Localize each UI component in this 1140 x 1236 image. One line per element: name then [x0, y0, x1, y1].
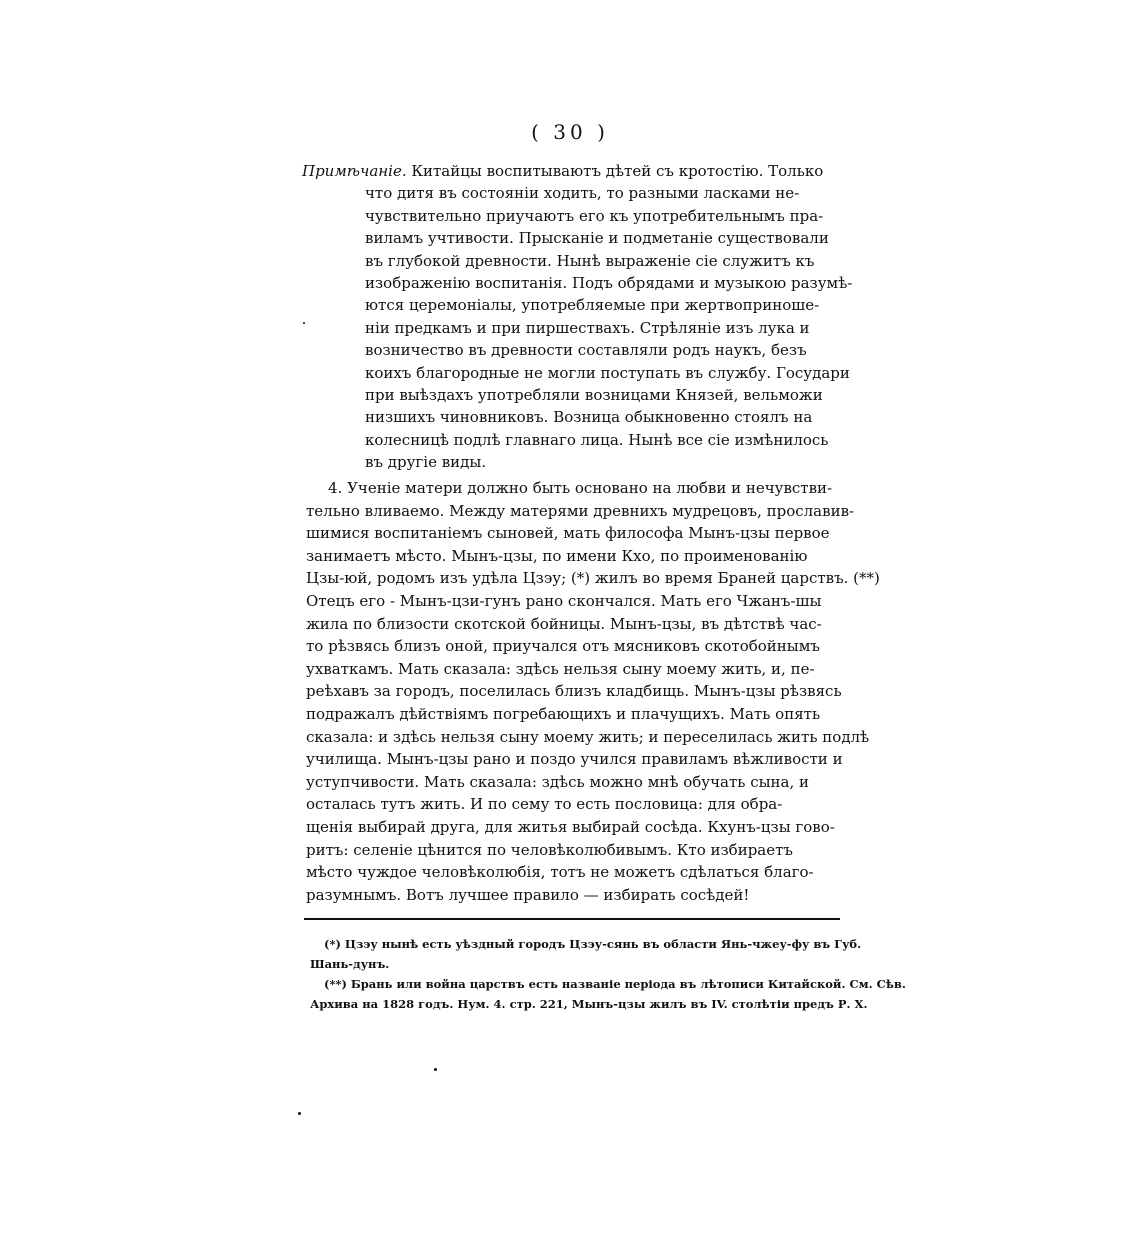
note-line: коихъ благородные не могли поступать въ службу. Государи [365, 363, 850, 382]
paragraph-line: то рѣзвясь близъ оной, приучался отъ мясниковъ скотобойнымъ [306, 637, 820, 656]
note-label: Примѣчаніе. [302, 162, 407, 180]
page-number: ( 30 ) [531, 120, 609, 144]
paragraph-line: разумнымъ. Вотъ лучшее правило — избирать сосѣдей! [306, 885, 750, 904]
paragraph-line: тельно вливаемо. Между матерями древнихъ мудрецовъ, прославив- [306, 501, 855, 520]
note-line: въ глубокой древности. Нынѣ выраженіе сіе служитъ къ [365, 251, 815, 270]
note-line: при выѣздахъ употребляли возницами Князей, вельможи [365, 386, 823, 405]
footnote-line: (*) Цзэу нынѣ есть уѣздный городъ Цзэу-сянь въ области Янь-чжеу-фу въ Губ. [324, 937, 862, 951]
note-line: въ другіе виды. [365, 453, 487, 472]
note-line: чувствительно приучаютъ его къ употребительнымъ пра- [365, 206, 824, 225]
paragraph-line: училища. Мынъ-цзы рано и поздо учился правиламъ вѣжливости и [306, 750, 843, 769]
paragraph-line: ухваткамъ. Мать сказала: здѣсь нельзя сыну моему жить, и, пе- [306, 659, 815, 678]
footnote-line: (**) Брань или война царствъ есть названіе періода въ лѣтописи Китайской. См. Сѣв. [324, 977, 906, 991]
paragraph-line: 4. Ученіе матери должно быть основано на любви и нечувстви- [328, 479, 833, 497]
paragraph-line: занимаетъ мѣсто. Мынъ-цзы, по имени Кхо, по проименованію [306, 546, 808, 565]
note-line: низшихъ чиновниковъ. Возница обыкновенно стоялъ на [365, 408, 813, 427]
note-line: что дитя въ состояніи ходить, то разными ласками не- [365, 184, 800, 203]
footnotes [310, 934, 906, 1014]
paragraph-line: осталась тутъ жить. И по сему то есть пословица: для обра- [306, 795, 783, 814]
paragraph-line: жила по близости скотской бойницы. Мынъ-цзы, въ дѣтствѣ час- [306, 614, 822, 633]
note-line: изображенію воспитанія. Подъ обрядами и музыкою разумѣ- [365, 274, 853, 293]
footnote-line: Шань-дунъ. [310, 957, 390, 971]
note-line: возничество въ древности составляли родъ наукъ, безъ [365, 341, 807, 360]
note-line: ніи предкамъ и при пиршествахъ. Стрѣляніе изъ лука и [365, 318, 810, 337]
paragraph-line: подражалъ дѣйствіямъ погребающихъ и плачущихъ. Мать опять [306, 704, 821, 723]
note-first-line [302, 160, 838, 182]
note-first-line-text: Китайцы воспитываютъ дѣтей съ кротостію. Только [411, 162, 824, 180]
footnote-line: Архива на 1828 годъ. Нум. 4. стр. 221, Мынъ-цзы жилъ въ IV. столѣтіи предъ Р. Х. [310, 997, 868, 1011]
paragraph-line: сказала: и здѣсь нельзя сыну моему жить; и переселилась жить подлѣ [306, 727, 870, 746]
note-line: ются церемоніалы, употребляемые при жертвоприноше- [365, 296, 820, 315]
paragraph-line: Цзы-юй, родомъ изъ удѣла Цзэу; (*) жилъ во время Браней царствъ. (**) [306, 569, 880, 588]
paragraph-line: ритъ: селеніе цѣнится по человѣколюбивымъ. Кто избираетъ [306, 840, 793, 859]
scan-speck [298, 1112, 301, 1115]
paragraph-line: реѣхавъ за городъ, поселилась близъ кладбищь. Мынъ-цзы рѣзвясь [306, 682, 842, 701]
note-line: виламъ учтивости. Прысканіе и подметаніе существовали [365, 229, 829, 248]
scan-speck [434, 1068, 437, 1071]
note-block [302, 160, 853, 474]
main-paragraph [306, 477, 880, 906]
paragraph-line: Отецъ его - Мынъ-цзи-гунъ рано скончался. Мать его Чжанъ-шы [306, 591, 822, 610]
note-line: колесницѣ подлѣ главнаго лица. Нынѣ все сіе измѣнилось [365, 430, 829, 449]
paragraph-line: уступчивости. Мать сказала: здѣсь можно мнѣ обучать сына, и [306, 772, 810, 791]
scan-speck [303, 322, 305, 324]
paragraph-line: щенія выбирай друга, для житья выбирай сосѣда. Кхунъ-цзы гово- [306, 817, 835, 836]
paragraph-line: мѣсто чуждое человѣколюбія, тотъ не можетъ сдѣлаться благо- [306, 863, 814, 882]
paragraph-line: шимися воспитаніемъ сыновей, мать философа Мынъ-цзы первое [306, 524, 830, 543]
footnote-divider [304, 918, 840, 920]
